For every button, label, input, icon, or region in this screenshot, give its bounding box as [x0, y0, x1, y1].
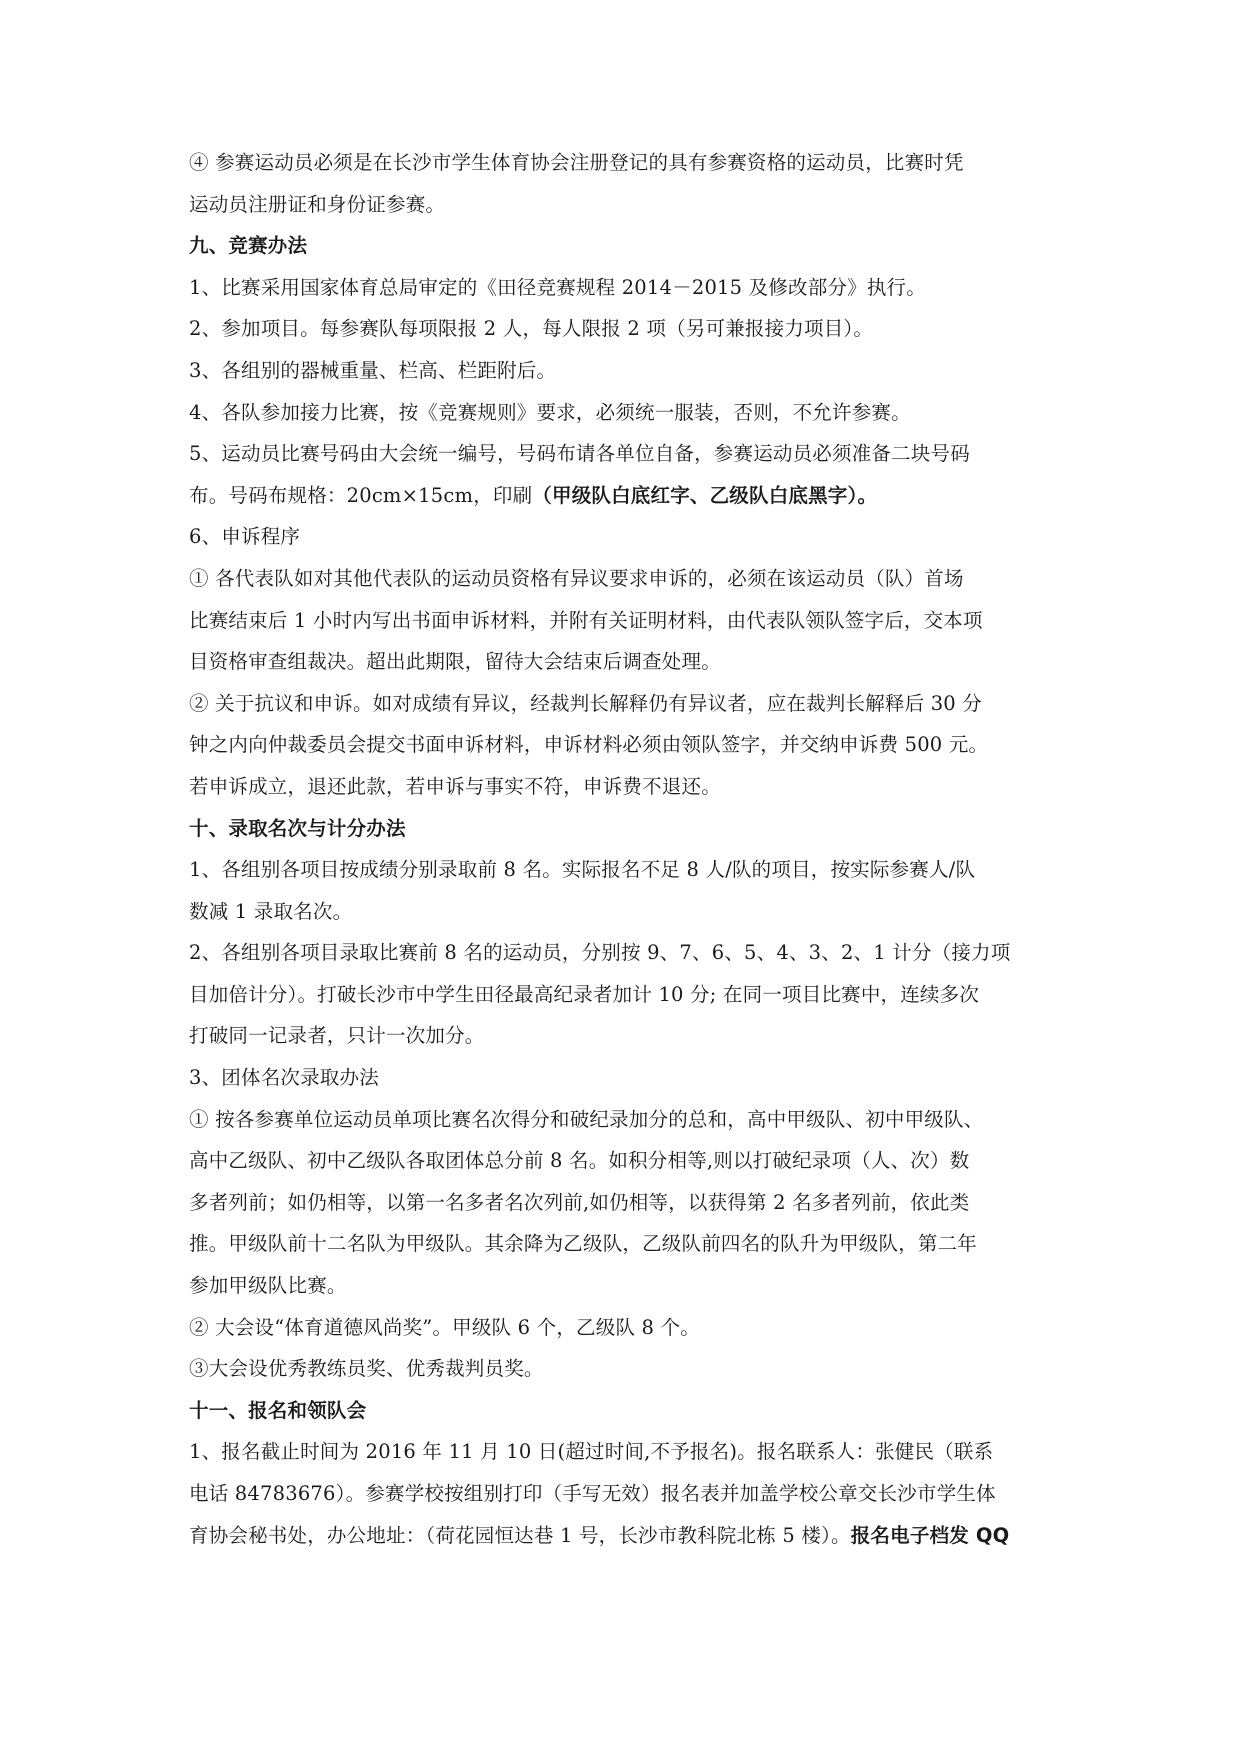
- text-line: [189, 475, 1069, 517]
- bold-text-span: （甲级队白底红字、乙级队白底黑字）。: [532, 483, 878, 507]
- text-line: 6、申诉程序: [189, 525, 301, 549]
- text-line: ② 关于抗议和申诉。如对成绩有异议，经裁判长解释仍有异议者，应在裁判长解释后 30 分: [189, 691, 983, 715]
- text-line: 3、团体名次录取办法: [189, 1066, 379, 1090]
- bold-text-span: 报名电子档发 QQ: [850, 1523, 1010, 1547]
- text-line: ① 各代表队如对其他代表队的运动员资格有异议要求申诉的，必须在该运动员（队）首场: [189, 566, 964, 590]
- text-line: 多者列前；如仍相等，以第一名多者名次列前,如仍相等，以获得第 2 名多者列前，依此类: [189, 1190, 970, 1214]
- section-heading: 九、竞赛办法: [189, 234, 308, 258]
- text-line: 钟之内向仲裁委员会提交书面申诉材料，申诉材料必须由领队签字，并交纳申诉费 500 元。: [189, 733, 989, 757]
- text-line: 高中乙级队、初中乙级队各取团体总分前 8 名。如积分相等,则以打破纪录项（人、次）数: [189, 1149, 970, 1173]
- text-line: 1、比赛采用国家体育总局审定的《田径竞赛规程 2014－2015 及修改部分》执行。: [189, 275, 926, 299]
- text-line: 目加倍计分）。打破长沙市中学生田径最高纪录者加计 10 分; 在同一项目比赛中，连续多次: [189, 982, 980, 1006]
- text-line: ② 大会设“体育道德风尚奖”。甲级队 6 个，乙级队 8 个。: [189, 1315, 700, 1339]
- text-line: 数减 1 录取名次。: [189, 899, 353, 923]
- text-line: 若申诉成立，退还此款，若申诉与事实不符，申诉费不退还。: [189, 774, 721, 798]
- text-line: 电话 84783676）。参赛学校按组别打印（手写无效）报名表并加盖学校公章交长沙市学生体: [189, 1482, 996, 1505]
- text-line: [189, 1515, 1069, 1557]
- text-line: 推。甲级队前十二名队为甲级队。其余降为乙级队，乙级队前四名的队升为甲级队，第二年: [189, 1232, 978, 1256]
- text-span: 布。号码布规格：20cm×15cm，印刷: [189, 483, 533, 507]
- text-line: 2、参加项目。每参赛队每项限报 2 人，每人限报 2 项（另可兼报接力项目）。: [189, 317, 874, 341]
- text-line: 参加甲级队比赛。: [189, 1274, 347, 1298]
- section-heading: 十、录取名次与计分办法: [189, 816, 406, 840]
- text-line: 1、各组别各项目按成绩分别录取前 8 名。实际报名不足 8 人/队的项目，按实际参赛人/队: [189, 858, 976, 882]
- text-line: 2、各组别各项目录取比赛前 8 名的运动员，分别按 9、7、6、5、4、3、2、1 计分（接力项: [189, 941, 1011, 965]
- text-line: 5、运动员比赛号码由大会统一编号，号码布请各单位自备，参赛运动员必须准备二块号码: [189, 442, 970, 466]
- document-page: [189, 142, 1069, 1556]
- text-line: 比赛结束后 1 小时内写出书面申诉材料，并附有关证明材料，由代表队领队签字后，交本项: [189, 608, 983, 632]
- text-line: 目资格审查组裁决。超出此期限，留待大会结束后调查处理。: [189, 650, 721, 674]
- text-line: ④ 参赛运动员必须是在长沙市学生体育协会注册登记的具有参赛资格的运动员，比赛时凭: [189, 151, 964, 174]
- text-line: 打破同一记录者，只计一次加分。: [189, 1024, 485, 1048]
- text-line: 运动员注册证和身份证参赛。: [189, 192, 446, 216]
- text-span: 育协会秘书处，办公地址：（荷花园恒达巷 1 号，长沙市教科院北栋 5 楼）。: [189, 1523, 851, 1547]
- text-line: 1、报名截止时间为 2016 年 11 月 10 日(超过时间,不予报名)。报名联系人：张健民（联系: [189, 1440, 994, 1464]
- text-line: 4、各队参加接力比赛，按《竞赛规则》要求，必须统一服装，否则，不允许参赛。: [189, 400, 911, 424]
- section-heading: 十一、报名和领队会: [189, 1398, 367, 1422]
- text-line: 3、各组别的器械重量、栏高、栏距附后。: [189, 358, 557, 382]
- text-line: ③大会设优秀教练员奖、优秀裁判员奖。: [189, 1357, 544, 1381]
- text-line: ① 按各参赛单位运动员单项比赛名次得分和破纪录加分的总和，高中甲级队、初中甲级队、: [189, 1107, 984, 1131]
